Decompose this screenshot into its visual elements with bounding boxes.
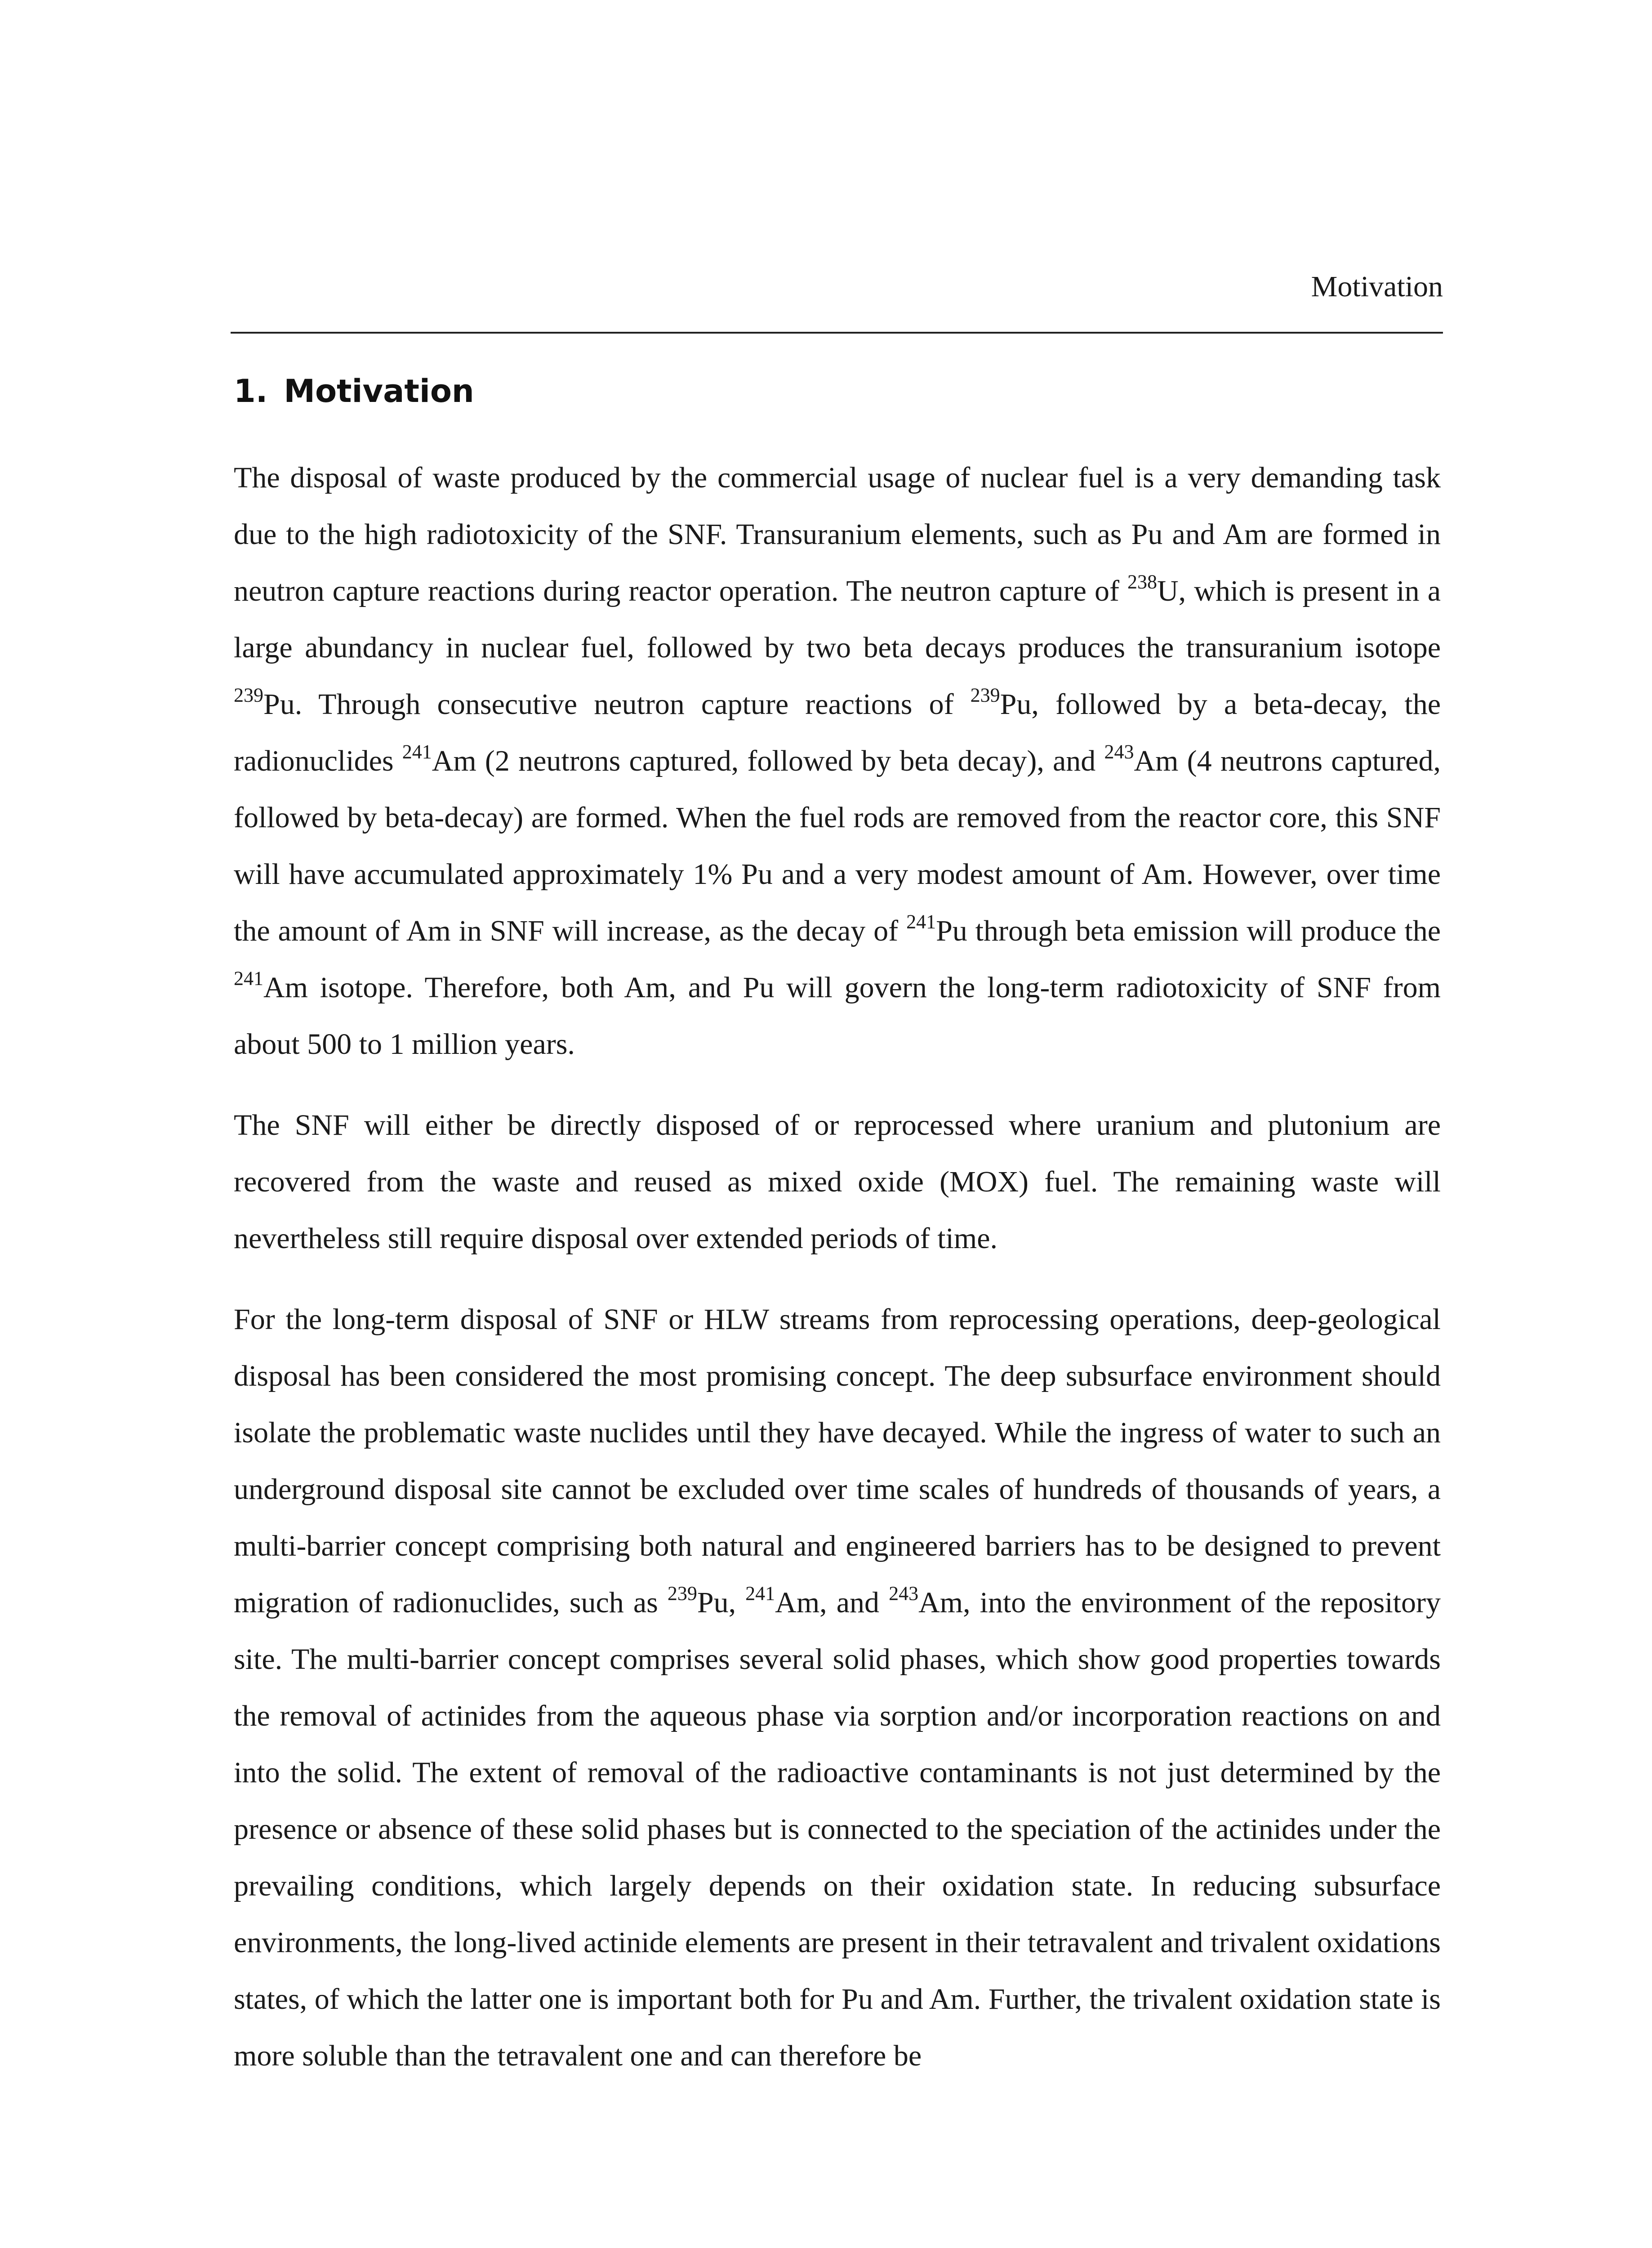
section-title: Motivation <box>284 373 474 410</box>
text-run: U, which is present in a large abundancy in nuclear fuel, followed by two beta decays produces the transuranium isotope <box>234 575 1441 664</box>
text-run: Pu, <box>697 1586 746 1619</box>
text-run: The disposal of waste produced by the commercial usage of nuclear fuel is a very demanding task due to the high radiotoxicity of the SNF. Transuranium elements, such as Pu and Am are formed in neutron capture reactions during reactor operation. The neutron capture of <box>234 461 1441 607</box>
mass-number-superscript: 239 <box>234 684 263 706</box>
mass-number-superscript: 241 <box>745 1582 775 1605</box>
paragraph: The SNF will either be directly disposed of or reprocessed where uranium and plutonium are recovered from the waste and reused as mixed oxide (MOX) fuel. The remaining waste will nevertheless still require disposal over extended periods of time. <box>234 1109 1441 1255</box>
text-run: Pu, followed by a beta-decay, the radionuclides <box>234 688 1441 777</box>
header-divider <box>231 332 1443 334</box>
mass-number-superscript: 241 <box>402 740 432 763</box>
running-header: Motivation <box>1311 270 1443 303</box>
mass-number-superscript: 243 <box>889 1582 919 1605</box>
text-run: Am, into the environment of the repository site. The multi-barrier concept comprises several solid phases, which show good properties towards the removal of actinides from the aqueous phase via sorption and/or incorporation reactions on and into the solid. The extent of removal of the radioactive contaminants is not just determined by the presence or absence of these solid phases but is connected to the speciation of the actinides under the prevailing conditions, which largely depends on their oxidation state. In reducing subsurface environments, the long-lived actinide elements are present in their tetravalent and trivalent oxidations states, of which the latter one is important both for Pu and Am. Further, the trivalent oxidation state is more soluble than the tetravalent one and can therefore be <box>234 1586 1441 2072</box>
text-run: Pu through beta emission will produce the <box>936 914 1441 947</box>
mass-number-superscript: 239 <box>667 1582 697 1605</box>
text-run: Am (2 neutrons captured, followed by beta decay), and <box>432 745 1104 777</box>
text-run: Pu. Through consecutive neutron capture reactions of <box>263 688 971 721</box>
mass-number-superscript: 241 <box>234 967 263 990</box>
text-run: Am isotope. Therefore, both Am, and Pu will govern the long-term radiotoxicity of SNF from about 500 to 1 million years. <box>234 971 1441 1061</box>
text-run: For the long-term disposal of SNF or HLW streams from reprocessing operations, deep-geological disposal has been considered the most promising concept. The deep subsurface environment should isolate the problematic waste nuclides until they have decayed. While the ingress of water to such an underground disposal site cannot be excluded over time scales of hundreds of thousands of years, a multi-barrier concept comprising both natural and engineered barriers has to be designed to prevent migration of radionuclides, such as <box>234 1303 1441 1619</box>
text-run: Am, and <box>775 1586 889 1619</box>
mass-number-superscript: 239 <box>970 684 1000 706</box>
text-run: Am (4 neutrons captured, followed by beta-decay) are formed. When the fuel rods are removed from the reactor core, this SNF will have accumulated approximately 1% Pu and a very modest amount of Am. However, over time the amount of Am in SNF will increase, as the decay of <box>234 745 1441 947</box>
paragraph <box>234 1291 1441 2084</box>
section-number: 1. <box>234 373 268 410</box>
mass-number-superscript: 241 <box>906 910 936 933</box>
paragraph <box>234 450 1441 1073</box>
mass-number-superscript: 238 <box>1127 571 1158 593</box>
body-text <box>234 450 1441 2109</box>
section-heading <box>234 369 474 414</box>
mass-number-superscript: 243 <box>1104 740 1134 763</box>
